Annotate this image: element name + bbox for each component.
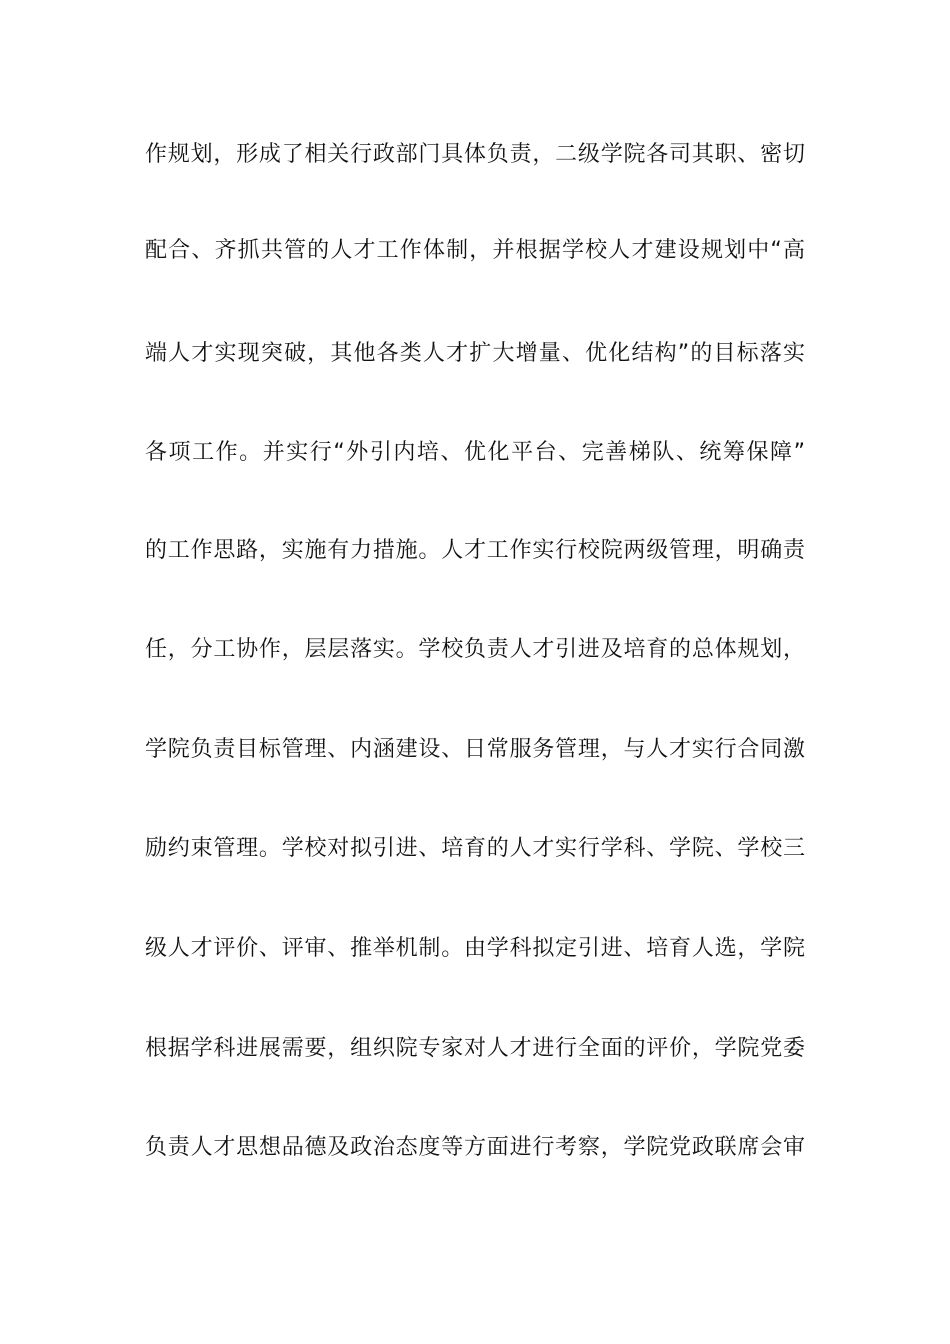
text-line: 级人才评价、评审、推举机制。由学科拟定引进、培育人选，学院 (145, 936, 805, 961)
text-line: 根据学科进展需要，组织院专家对人才进行全面的评价，学院党委 (145, 1036, 805, 1061)
text-line: 励约束管理。学校对拟引进、培育的人才实行学科、学院、学校三 (145, 836, 805, 861)
text-line: 学院负责目标管理、内涵建设、日常服务管理，与人才实行合同激 (145, 737, 805, 762)
text-line: 的工作思路，实施有力措施。人才工作实行校院两级管理，明确责 (145, 538, 805, 563)
text-line: 任，分工协作，层层落实。学校负责人才引进及培育的总体规划， (145, 637, 805, 662)
text-line: 配合、齐抓共管的人才工作体制，并根据学校人才建设规划中“高 (145, 238, 805, 263)
text-line: 作规划，形成了相关行政部门具体负责，二级学院各司其职、密切 (145, 142, 805, 167)
text-line: 端人才实现突破，其他各类人才扩大增量、优化结构”的目标落实 (145, 341, 805, 366)
text-line: 各项工作。并实行“外引内培、优化平台、完善梯队、统筹保障” (145, 440, 805, 465)
text-line: 负责人才思想品德及政治态度等方面进行考察，学院党政联席会审 (145, 1135, 805, 1160)
